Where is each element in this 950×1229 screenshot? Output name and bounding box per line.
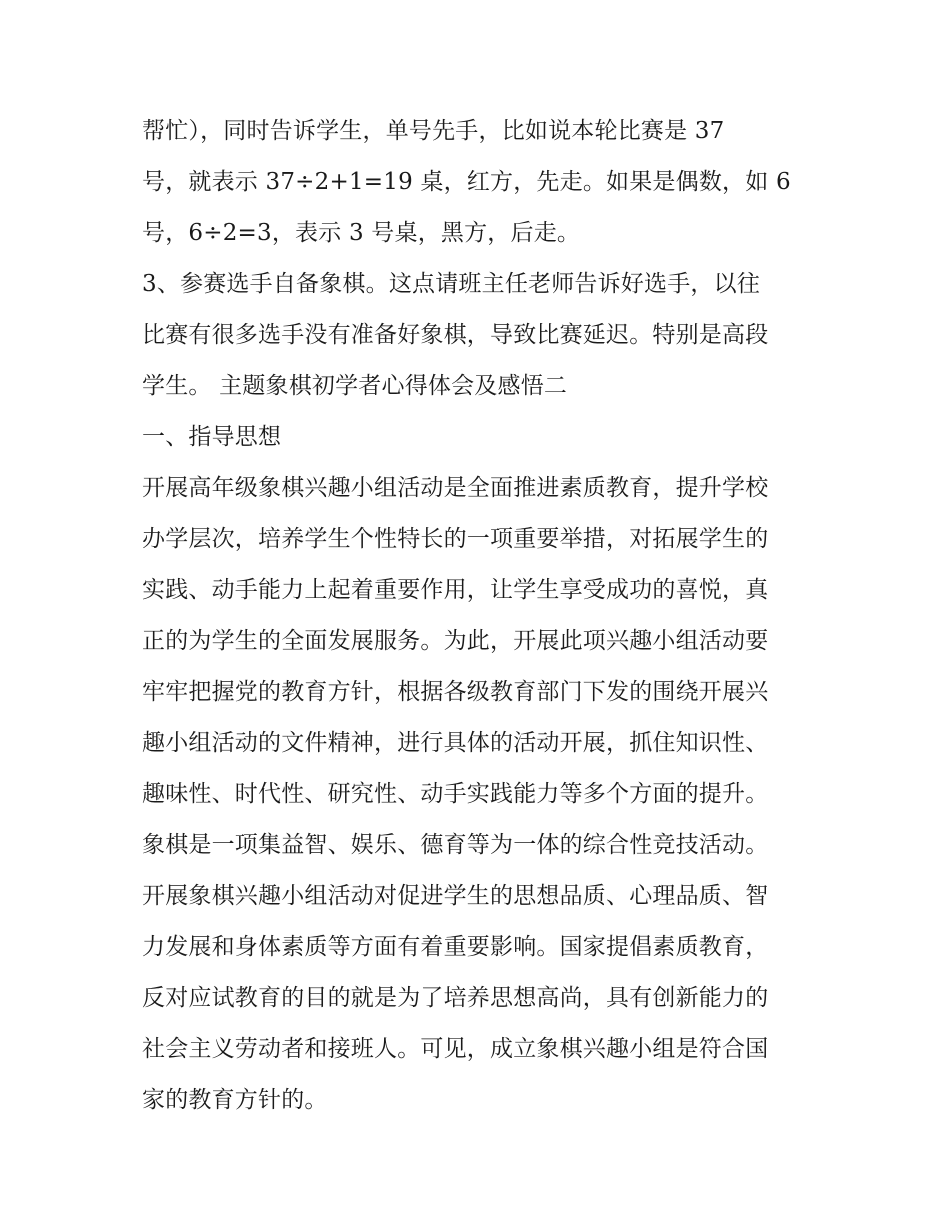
- text-line: 3、参赛选手自备象棋。这点请班主任老师告诉好选手，以往: [142, 271, 761, 297]
- text-line: 办学层次，培养学生个性特长的一项重要举措，对拓展学生的: [142, 526, 769, 552]
- text-line: 开展象棋兴趣小组活动对促进学生的思想品质、心理品质、智: [142, 883, 769, 909]
- text-line: 号，就表示 37÷2+1=19 桌，红方，先走。如果是偶数，如 6: [142, 169, 791, 195]
- text-line: 牢牢把握党的教育方针，根据各级教育部门下发的围绕开展兴: [142, 679, 769, 705]
- text-line: 学生。 主题象棋初学者心得体会及感悟二: [142, 373, 568, 399]
- text-line: 开展高年级象棋兴趣小组活动是全面推进素质教育，提升学校: [142, 475, 769, 501]
- text-line: 趣味性、时代性、研究性、动手实践能力等多个方面的提升。: [142, 781, 769, 807]
- text-line: 社会主义劳动者和接班人。可见，成立象棋兴趣小组是符合国: [142, 1036, 769, 1062]
- section-heading: 一、指导思想: [142, 424, 282, 450]
- text-line: 实践、动手能力上起着重要作用，让学生享受成功的喜悦，真: [142, 577, 769, 603]
- text-line: 比赛有很多选手没有准备好象棋，导致比赛延迟。特别是高段: [142, 322, 769, 348]
- text-line: 反对应试教育的目的就是为了培养思想高尚，具有创新能力的: [142, 985, 769, 1011]
- text-line: 帮忙），同时告诉学生，单号先手，比如说本轮比赛是 37: [142, 118, 725, 144]
- text-line: 趣小组活动的文件精神，进行具体的活动开展，抓住知识性、: [142, 730, 769, 756]
- document-body: [142, 106, 822, 1126]
- text-line: 正的为学生的全面发展服务。为此，开展此项兴趣小组活动要: [142, 628, 769, 654]
- text-line: 号，6÷2=3，表示 3 号桌，黑方，后走。: [142, 220, 581, 246]
- text-line: 家的教育方针的。: [142, 1087, 328, 1113]
- text-line: 力发展和身体素质等方面有着重要影响。国家提倡素质教育，: [142, 934, 769, 960]
- text-line: 象棋是一项集益智、娱乐、德育等为一体的综合性竞技活动。: [142, 832, 769, 858]
